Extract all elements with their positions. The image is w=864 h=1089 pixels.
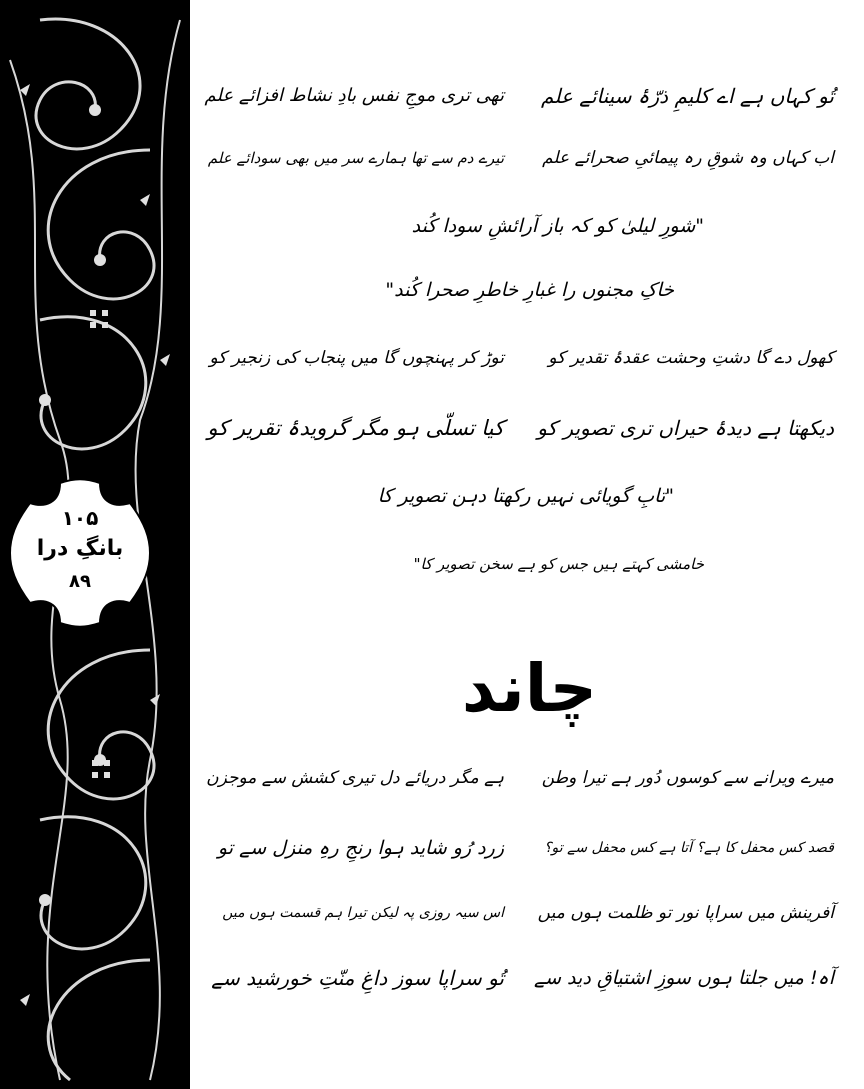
book-page-number: ۸۹	[69, 571, 91, 592]
poem-title: چاند	[461, 650, 598, 727]
verse-line: تھی تری موجِ نفس بادِ نشاط افزائے علم	[204, 85, 504, 106]
verse-line: کھول دے گا دشتِ وحشت عقدۂ تقدیر کو	[548, 348, 834, 368]
verse-line: ہے مگر دریائے دل تیری کشش سے موجزن	[206, 768, 504, 788]
verse-line: زرد رُو شاید ہوا رنجِ رہِ منزل سے تو	[217, 837, 504, 859]
verse-line: میرے ویرانے سے کوسوں دُور ہے تیرا وطن	[541, 768, 834, 788]
poem-page	[195, 0, 864, 1089]
verse-line: دیکھتا ہے دیدۂ حیراں تری تصویر کو	[537, 416, 834, 440]
verse-line: تُو کہاں ہے اے کلیمِ ذرّۂ سینائے علم	[541, 84, 834, 108]
verse-line: تیرے دم سے تھا ہمارے سر میں بھی سودائے علم	[207, 149, 504, 167]
verse-line: کیا تسلّی ہو مگر گرویدۂ تقریر کو	[207, 416, 504, 440]
quoted-verse: "شورِ لیلیٰ کو کہ باز آرائشِ سودا کُند	[411, 215, 704, 237]
verse-line: توڑ کر پہنچوں گا میں پنجاب کی زنجیر کو	[209, 348, 504, 368]
verse-line: اس سیہ روزی پہ لیکن تیرا ہم قسمت ہوں میں	[222, 905, 504, 921]
verse-line: آہ! میں جلتا ہوں سوزِ اشتیاقِ دید سے	[533, 967, 834, 989]
page-number: ۱۰۵	[61, 506, 99, 530]
verse-line: تُو سراپا سوز داغِ منّتِ خورشید سے	[211, 966, 504, 990]
verse-line: اب کہاں وہ شوقِ رہ پیمائیِ صحرائے علم	[542, 148, 834, 168]
book-title: بانگِ درا	[36, 536, 124, 561]
verse-line: آفرینش میں سراپا نور تو ظلمت ہوں میں	[537, 903, 834, 923]
quoted-verse: "تابِ گویائی نہیں رکھتا دہن تصویر کا	[377, 485, 674, 507]
page-badge	[5, 478, 155, 628]
quoted-verse: خامشی کہتے ہیں جس کو ہے سخن تصویر کا"	[413, 555, 704, 573]
verse-line: قصد کس محفل کا ہے؟ آتا ہے کس محفل سے تو؟	[544, 840, 834, 856]
quoted-verse: خاکِ مجنوں را غبارِ خاطرِ صحرا کُند"	[385, 279, 674, 301]
decorative-border	[0, 0, 190, 1089]
